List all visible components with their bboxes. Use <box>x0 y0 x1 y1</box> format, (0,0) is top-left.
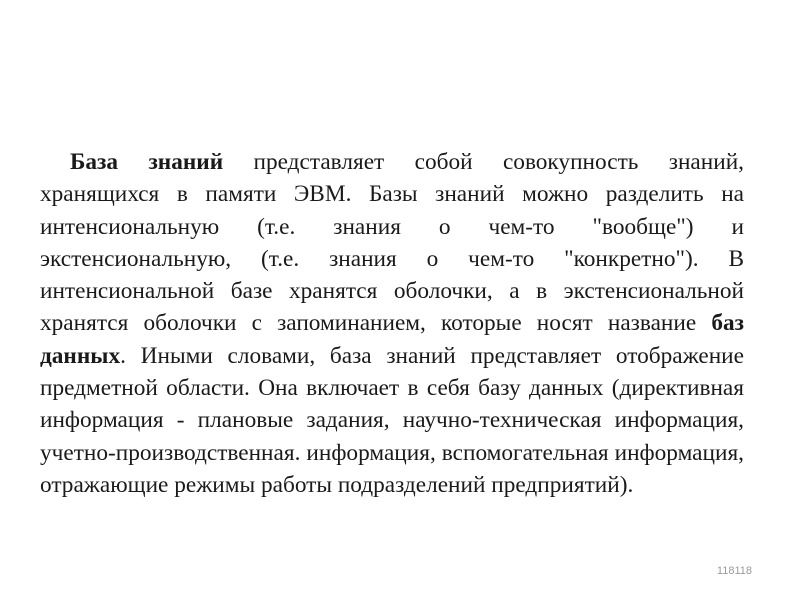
term-knowledge-base: База знаний <box>70 149 224 175</box>
slide-number: 118118 <box>716 565 752 577</box>
paragraph <box>40 146 744 501</box>
term-databases: баз данных <box>40 310 744 369</box>
paragraph-text-2: . Иными словами, база знаний представляет отображение предметной области. Она включает в себя базу данных (директивная информация - плановые задания, научно-техническая информация, учетно-производственная. информация, вспомогательная информация, отражающие режимы работы подразделений предприятий). <box>40 342 744 498</box>
paragraph-text-1: представляет собой совокупность знаний, хранящихся в памяти ЭВМ. Базы знаний можно разделить на интенсиональную (т.е. знания о чем-то "вообще") и экстенсиональную, (т.е. знания о чем-то "конкретно"). В интенсиональной базе хранятся оболочки, а в экстенсиональной хранятся оболочки с запоминанием, которые носят название <box>40 149 745 337</box>
